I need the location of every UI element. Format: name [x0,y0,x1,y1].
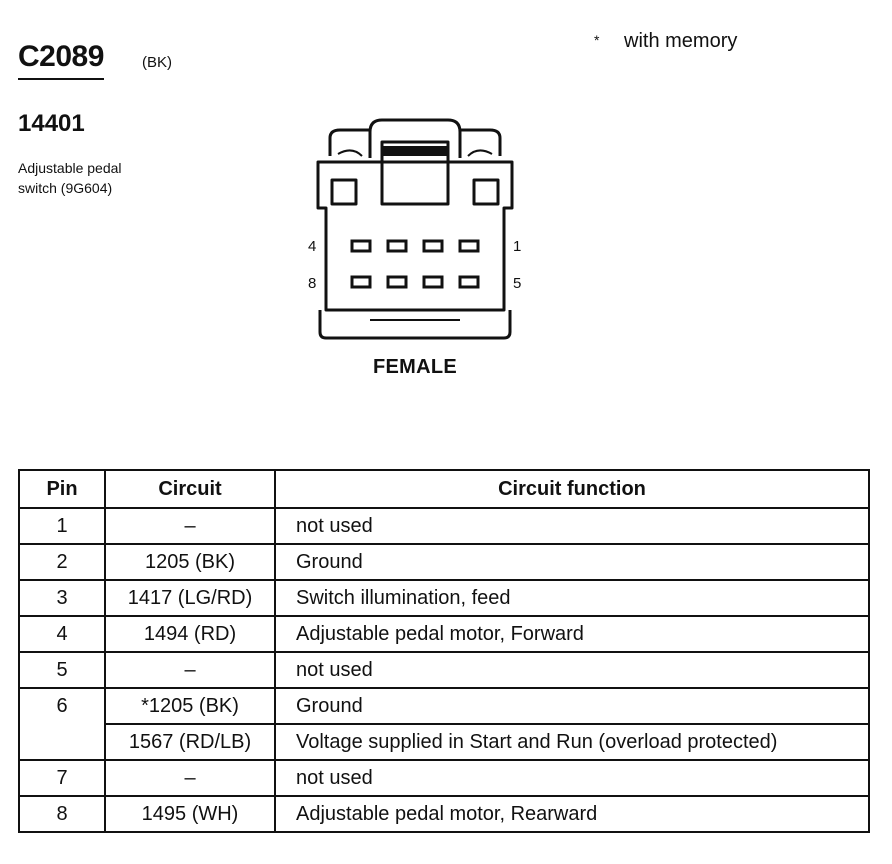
connector-face-drawing [290,110,550,360]
table-row [19,760,869,796]
circuit-cell: – [105,760,275,796]
pin-cell: 7 [19,760,105,796]
connector-color: (BK) [142,54,172,71]
pin-cell: 3 [19,580,105,616]
part-description [18,158,168,198]
connector-gender: FEMALE [373,356,458,378]
circuit-cell: 1205 (BK) [105,544,275,580]
function-cell: Adjustable pedal motor, Rearward [275,796,869,832]
circuit-cell: 1494 (RD) [105,616,275,652]
table-header-row [19,470,869,508]
header-circuit-function: Circuit function [275,470,869,508]
pin-cell: 8 [19,796,105,832]
circuit-cell: 1417 (LG/RD) [105,580,275,616]
connector-diagram [290,110,550,360]
pin-label-bottom-left: 8 [308,275,317,292]
part-description-line-2: switch (9G604) [18,180,113,196]
pin-cell: 6 [19,688,105,760]
pin-label-top-left: 4 [308,238,317,255]
pin-label-top-right: 1 [513,238,522,255]
pin-cell: 1 [19,508,105,544]
memory-note [594,30,737,53]
part-description-line-1: Adjustable pedal [18,160,122,176]
table-row [19,544,869,580]
function-cell: not used [275,760,869,796]
table-row [19,616,869,652]
table-row [19,688,869,724]
circuit-cell: – [105,652,275,688]
function-cell: not used [275,652,869,688]
table-row [19,652,869,688]
table-row [19,796,869,832]
function-cell: not used [275,508,869,544]
function-cell: Switch illumination, feed [275,580,869,616]
function-cell: Adjustable pedal motor, Forward [275,616,869,652]
circuit-cell: – [105,508,275,544]
asterisk-symbol: * [594,32,600,48]
table-row [19,580,869,616]
circuit-cell: 1495 (WH) [105,796,275,832]
connector-id: C2089 [18,40,104,80]
table-row [19,724,869,760]
part-number: 14401 [18,110,85,137]
memory-note-text: with memory [624,30,738,52]
function-cell: Ground [275,688,869,724]
circuit-cell: *1205 (BK) [105,688,275,724]
function-cell: Ground [275,544,869,580]
pin-label-bottom-right: 5 [513,275,522,292]
pin-cell: 4 [19,616,105,652]
function-cell: Voltage supplied in Start and Run (overload protected) [275,724,869,760]
circuit-cell: 1567 (RD/LB) [105,724,275,760]
pin-cell: 2 [19,544,105,580]
pin-cell: 5 [19,652,105,688]
header-pin: Pin [19,470,105,508]
header-circuit: Circuit [105,470,275,508]
table-row [19,508,869,544]
pinout-table [18,469,870,833]
